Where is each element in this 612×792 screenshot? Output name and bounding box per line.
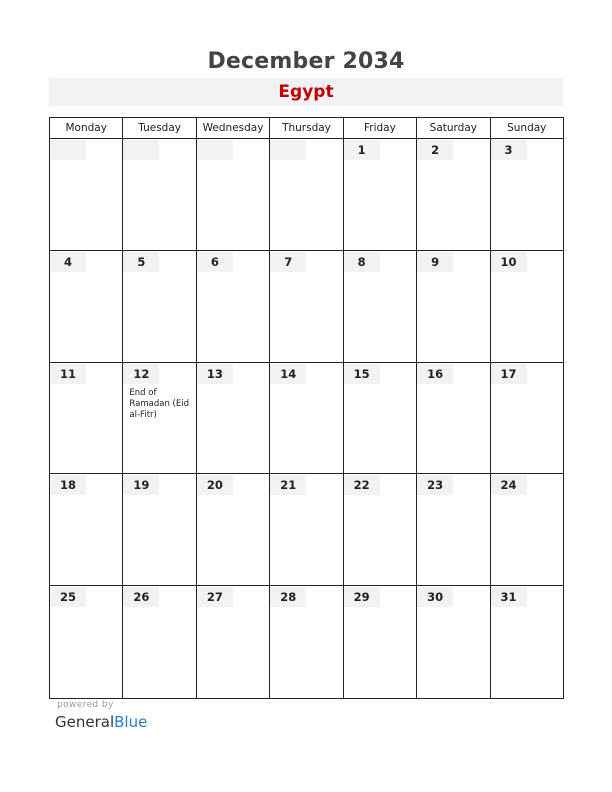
day-number: 3	[491, 140, 527, 160]
day-number: 28	[270, 587, 306, 607]
day-number: 23	[417, 475, 453, 495]
day-number: 21	[270, 475, 306, 495]
day-cell	[344, 363, 417, 474]
day-number: 12	[123, 364, 159, 384]
day-cell	[344, 586, 417, 698]
week-row	[50, 474, 563, 586]
weekday-wednesday: Wednesday	[197, 118, 270, 138]
week-row	[50, 251, 563, 363]
day-number: 13	[197, 364, 233, 384]
calendar-grid	[49, 117, 564, 699]
day-number: 31	[491, 587, 527, 607]
day-number: 11	[50, 364, 86, 384]
powered-by-label: powered by	[57, 700, 114, 710]
weekday-monday: Monday	[50, 118, 123, 138]
day-number: 2	[417, 140, 453, 160]
day-number: 25	[50, 587, 86, 607]
brand-text-blue: Blue	[114, 713, 148, 731]
calendar-title: December 2034	[207, 49, 405, 74]
day-cell	[417, 474, 490, 585]
day-cell	[197, 363, 270, 474]
day-number: 7	[270, 252, 306, 272]
day-number	[123, 140, 159, 160]
day-number: 24	[491, 475, 527, 495]
day-number: 1	[344, 140, 380, 160]
day-number: 26	[123, 587, 159, 607]
week-row	[50, 139, 563, 251]
day-cell	[123, 474, 196, 585]
generalblue-logo[interactable]	[55, 712, 147, 732]
day-number: 20	[197, 475, 233, 495]
day-number	[197, 140, 233, 160]
day-cell	[50, 474, 123, 585]
day-cell	[197, 474, 270, 585]
day-cell	[344, 139, 417, 250]
day-cell	[270, 474, 343, 585]
day-number: 17	[491, 364, 527, 384]
day-cell	[270, 251, 343, 362]
holiday-label: End of Ramadan (Eid al-Fitr)	[129, 387, 189, 420]
day-number: 15	[344, 364, 380, 384]
day-cell	[491, 586, 563, 698]
day-number: 4	[50, 252, 86, 272]
day-number: 6	[197, 252, 233, 272]
day-number: 16	[417, 364, 453, 384]
weekday-tuesday: Tuesday	[123, 118, 196, 138]
day-cell	[197, 251, 270, 362]
day-cell-empty	[270, 139, 343, 250]
day-cell	[123, 586, 196, 698]
day-number: 5	[123, 252, 159, 272]
day-number: 18	[50, 475, 86, 495]
day-cell	[50, 251, 123, 362]
weekday-header-row	[50, 118, 563, 139]
day-cell-holiday	[123, 363, 196, 474]
weekday-saturday: Saturday	[417, 118, 490, 138]
day-cell-empty	[123, 139, 196, 250]
week-row	[50, 586, 563, 698]
day-number: 9	[417, 252, 453, 272]
day-number: 22	[344, 475, 380, 495]
day-cell-empty	[197, 139, 270, 250]
weekday-friday: Friday	[344, 118, 417, 138]
day-number: 19	[123, 475, 159, 495]
day-cell	[344, 474, 417, 585]
day-cell-empty	[50, 139, 123, 250]
day-number: 8	[344, 252, 380, 272]
week-row	[50, 363, 563, 475]
day-cell	[344, 251, 417, 362]
day-cell	[197, 586, 270, 698]
day-cell	[270, 363, 343, 474]
day-number: 30	[417, 587, 453, 607]
day-number: 27	[197, 587, 233, 607]
day-number: 14	[270, 364, 306, 384]
day-number: 10	[491, 252, 527, 272]
day-cell	[123, 251, 196, 362]
day-number	[270, 140, 306, 160]
day-cell	[417, 363, 490, 474]
day-number: 29	[344, 587, 380, 607]
day-cell	[491, 474, 563, 585]
day-cell	[417, 139, 490, 250]
day-cell	[50, 586, 123, 698]
day-cell	[491, 363, 563, 474]
brand-text-general: General	[55, 713, 115, 731]
country-banner: Egypt	[49, 78, 563, 106]
day-cell	[50, 363, 123, 474]
weekday-thursday: Thursday	[270, 118, 343, 138]
day-cell	[491, 251, 563, 362]
day-cell	[417, 586, 490, 698]
day-cell	[417, 251, 490, 362]
day-cell	[491, 139, 563, 250]
day-cell	[270, 586, 343, 698]
weekday-sunday: Sunday	[507, 122, 547, 134]
day-number	[50, 140, 86, 160]
